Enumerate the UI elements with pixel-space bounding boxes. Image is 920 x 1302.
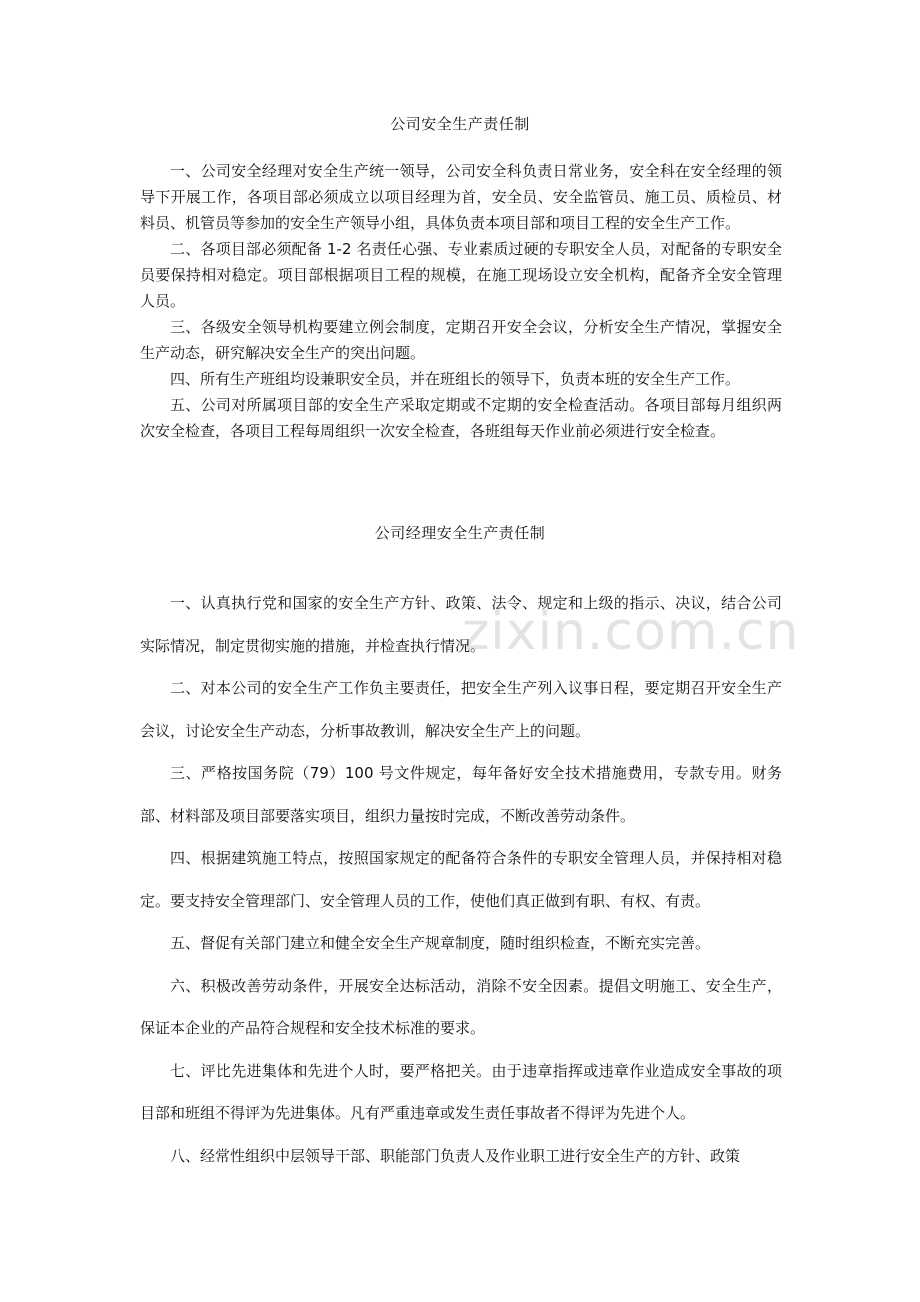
section2-paragraph: 八、经常性组织中层领导干部、职能部门负责人及作业职工进行安全生产的方针、政策 bbox=[170, 1146, 741, 1165]
section1-paragraph: 四、所有生产班组均设兼职安全员，并在班组长的领导下，负责本班的安全生产工作。 bbox=[170, 370, 741, 388]
section2-paragraph: 三、严格按国务院（79）100 号文件规定，每年备好安全技术措施费用，专款专用。财务部、材料部及项目部要落实项目，组织力量按时完成，不断改善劳动条件。 bbox=[140, 764, 782, 825]
section1-title: 公司安全生产责任制 bbox=[390, 115, 530, 133]
section1-paragraph: 二、各项目部必须配备 1-2 名责任心强、专业素质过硬的专职安全人员，对配备的专职安全员要保持相对稳定。项目部根据项目工程的规模，在施工现场设立安全机构，配备齐全安全管理人员。 bbox=[140, 240, 782, 310]
section1-body bbox=[140, 158, 782, 444]
section1-paragraph: 三、各级安全领导机构要建立例会制度，定期召开安全会议，分析安全生产情况，掌握安全生产动态，研究解决安全生产的突出问题。 bbox=[140, 318, 782, 362]
section2-paragraph: 七、评比先进集体和先进个人时，要严格把关。由于违章指挥或违章作业造成安全事故的项目部和班组不得评为先进集体。凡有严重违章或发生责任事故者不得评为先进个人。 bbox=[140, 1061, 782, 1122]
watermark: zixin.com.cn bbox=[462, 602, 800, 662]
section2-paragraph: 二、对本公司的安全生产工作负主要责任，把安全生产列入议事日程，要定期召开安全生产会议，讨论安全生产动态，分析事故教训，解决安全生产上的问题。 bbox=[140, 679, 782, 740]
section2-paragraph: 四、根据建筑施工特点，按照国家规定的配备符合条件的专职安全管理人员，并保持相对稳定。要支持安全管理部门、安全管理人员的工作，使他们真正做到有职、有权、有责。 bbox=[140, 849, 782, 910]
section1-paragraph: 五、公司对所属项目部的安全生产采取定期或不定期的安全检查活动。各项目部每月组织两次安全检查，各项目工程每周组织一次安全检查，各班组每天作业前必须进行安全检查。 bbox=[140, 396, 782, 440]
section1-paragraph: 一、公司安全经理对安全生产统一领导，公司安全科负责日常业务，安全科在安全经理的领导下开展工作，各项目部必须成立以项目经理为首，安全员、安全监管员、施工员、质检员、材料员、机管员等参加的安全生产领导小组，具体负责本项目部和项目工程的安全生产工作。 bbox=[140, 162, 782, 232]
section2-body bbox=[140, 582, 782, 1177]
section2-paragraph: 五、督促有关部门建立和健全安全生产规章制度，随时组织检查，不断充实完善。 bbox=[170, 934, 711, 952]
section2-paragraph: 六、积极改善劳动条件，开展安全达标活动，消除不安全因素。提倡文明施工、安全生产，保证本企业的产品符合规程和安全技术标准的要求。 bbox=[140, 976, 782, 1037]
section2-title: 公司经理安全生产责任制 bbox=[374, 524, 546, 542]
section2-paragraph: 一、认真执行党和国家的安全生产方针、政策、法令、规定和上级的指示、决议，结合公司实际情况，制定贯彻实施的措施，并检查执行情况。 bbox=[140, 594, 782, 655]
